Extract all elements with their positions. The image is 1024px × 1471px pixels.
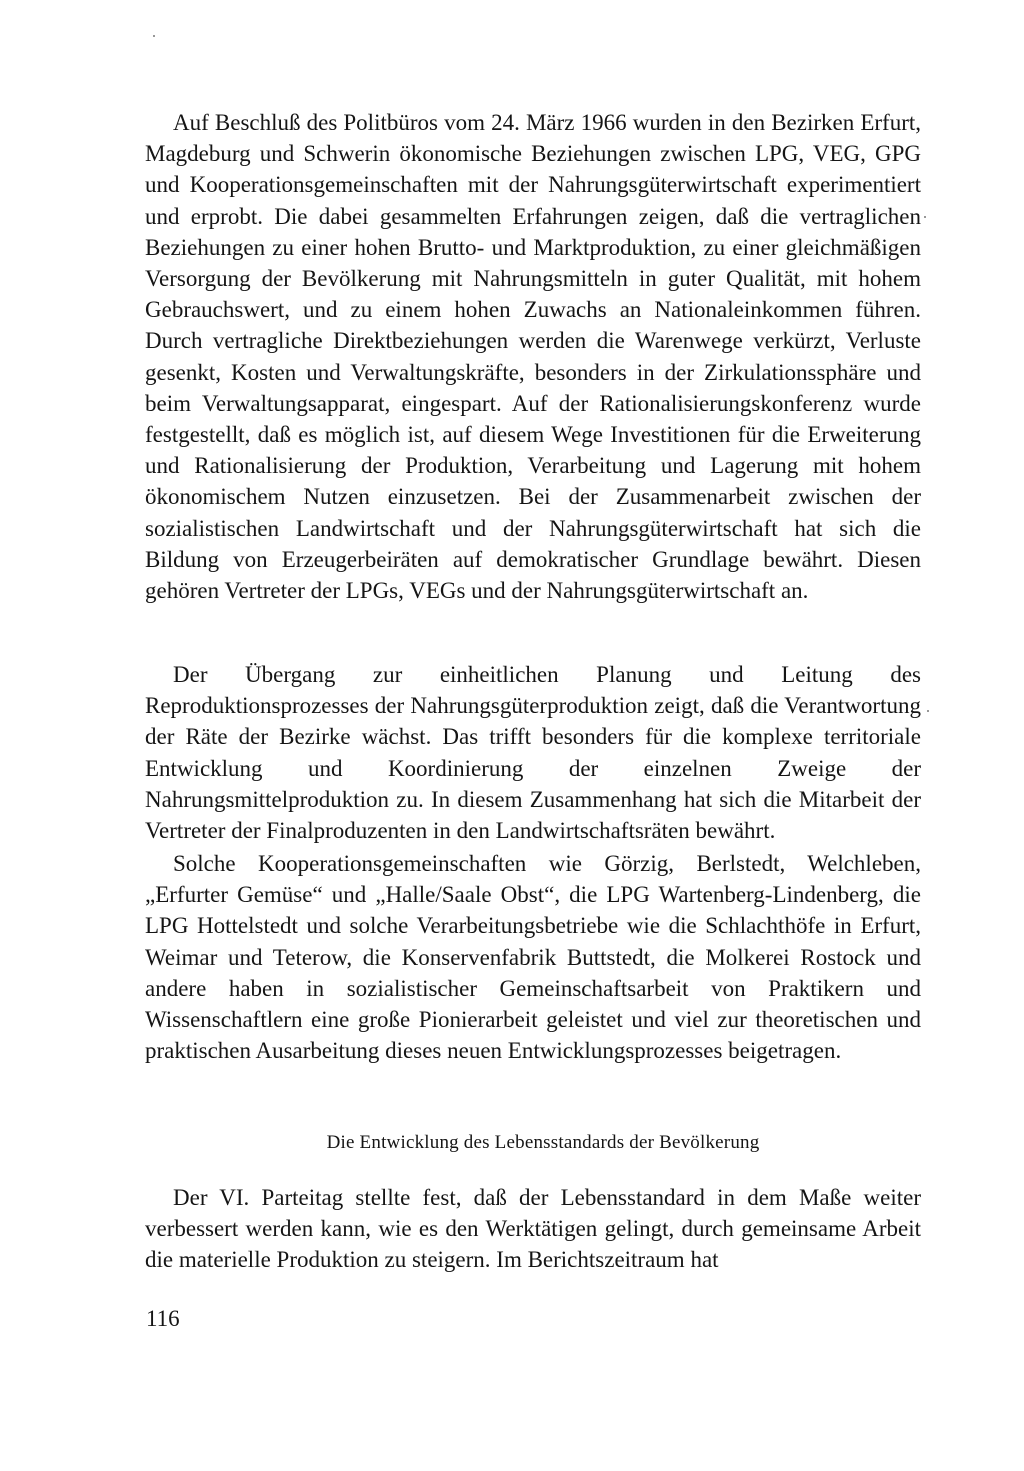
section-heading: Die Entwicklung des Lebensstandards der Bevölkerung	[326, 1132, 760, 1153]
scan-speck	[924, 216, 926, 218]
paragraph-politburo-decision: Auf Beschluß des Politbüros vom 24. März 1966 wurden in den Bezirken Erfurt, Magdeburg und Schwerin ökonomische Beziehungen zwischen LPG, VEG, GPG und Kooperationsgemeinschaften mit der Nahrungsgüterwirtschaft experimentiert und erprobt. Die dabei gesammelten Erfahrungen zeigen, daß die vertraglichen Beziehungen zu einer hohen Brutto- und Marktproduktion, zu einer gleichmäßigen Versorgung der Bevölkerung mit Nahrungsmitteln in guter Qualität, mit hohem Gebrauchswert, und zu einem hohen Zuwachs an Nationaleinkommen führen. Durch vertragliche Direktbeziehungen werden die Warenwege verkürzt, Verluste gesenkt, Kosten und Verwaltungskräfte, besonders in der Zirkulationssphäre und beim Verwaltungsapparat, eingespart. Auf der Rationalisierungskonferenz wurde festgestellt, daß es möglich ist, auf diesem Wege Investitionen für die Erweiterung und Rationalisierung der Produktion, Verarbeitung und Lagerung mit hohem ökonomischem Nutzen einzusetzen. Bei der Zusammenarbeit zwischen der sozialistischen Landwirtschaft und der Nahrungsgüterwirtschaft hat sich die Bildung von Erzeugerbeiräten auf demokratischer Grundlage bewährt. Diesen gehören Vertreter der LPGs, VEGs und der Nahrungsgüterwirtschaft an.	[145, 110, 921, 604]
page-number: 116	[146, 1306, 180, 1331]
paragraph-unified-planning: Der Übergang zur einheitlichen Planung und Leitung des Reproduktionsprozesses der Nahrungsgüterproduktion zeigt, daß die Verantwortung der Räte der Bezirke wächst. Das trifft besonders für die komplexe territoriale Entwicklung und Koordinierung der einzelnen Zweige der Nahrungsmittelproduktion zu. In diesem Zusammenhang hat sich die Mitarbeit der Vertreter der Finalproduzenten in den Landwirtschaftsräten bewährt.	[145, 662, 921, 844]
scan-speck	[927, 710, 929, 712]
scan-speck	[153, 35, 155, 37]
paragraph-living-standard: Der VI. Parteitag stellte fest, daß der Lebensstandard in dem Maße weiter verbessert werden kann, wie es den Werktätigen gelingt, durch gemeinsame Arbeit die materielle Produktion zu steigern. Im Berichtszeitraum hat	[145, 1185, 921, 1273]
paragraph-cooperation-communities: Solche Kooperationsgemeinschaften wie Görzig, Berlstedt, Welchleben, „Erfurter Gemüse“ und „Halle/Saale Obst“, die LPG Wartenberg-Lindenberg, die LPG Hottelstedt und solche Verarbeitungsbetriebe wie die Schlachthöfe in Erfurt, Weimar und Teterow, die Konservenfabrik Buttstedt, die Molkerei Rostock und andere haben in sozialistischer Gemeinschaftsarbeit von Praktikern und Wissenschaftlern eine große Pionierarbeit geleistet und viel zur theoretischen und praktischen Ausarbeitung dieses neuen Entwicklungsprozesses beigetragen.	[145, 851, 921, 1064]
